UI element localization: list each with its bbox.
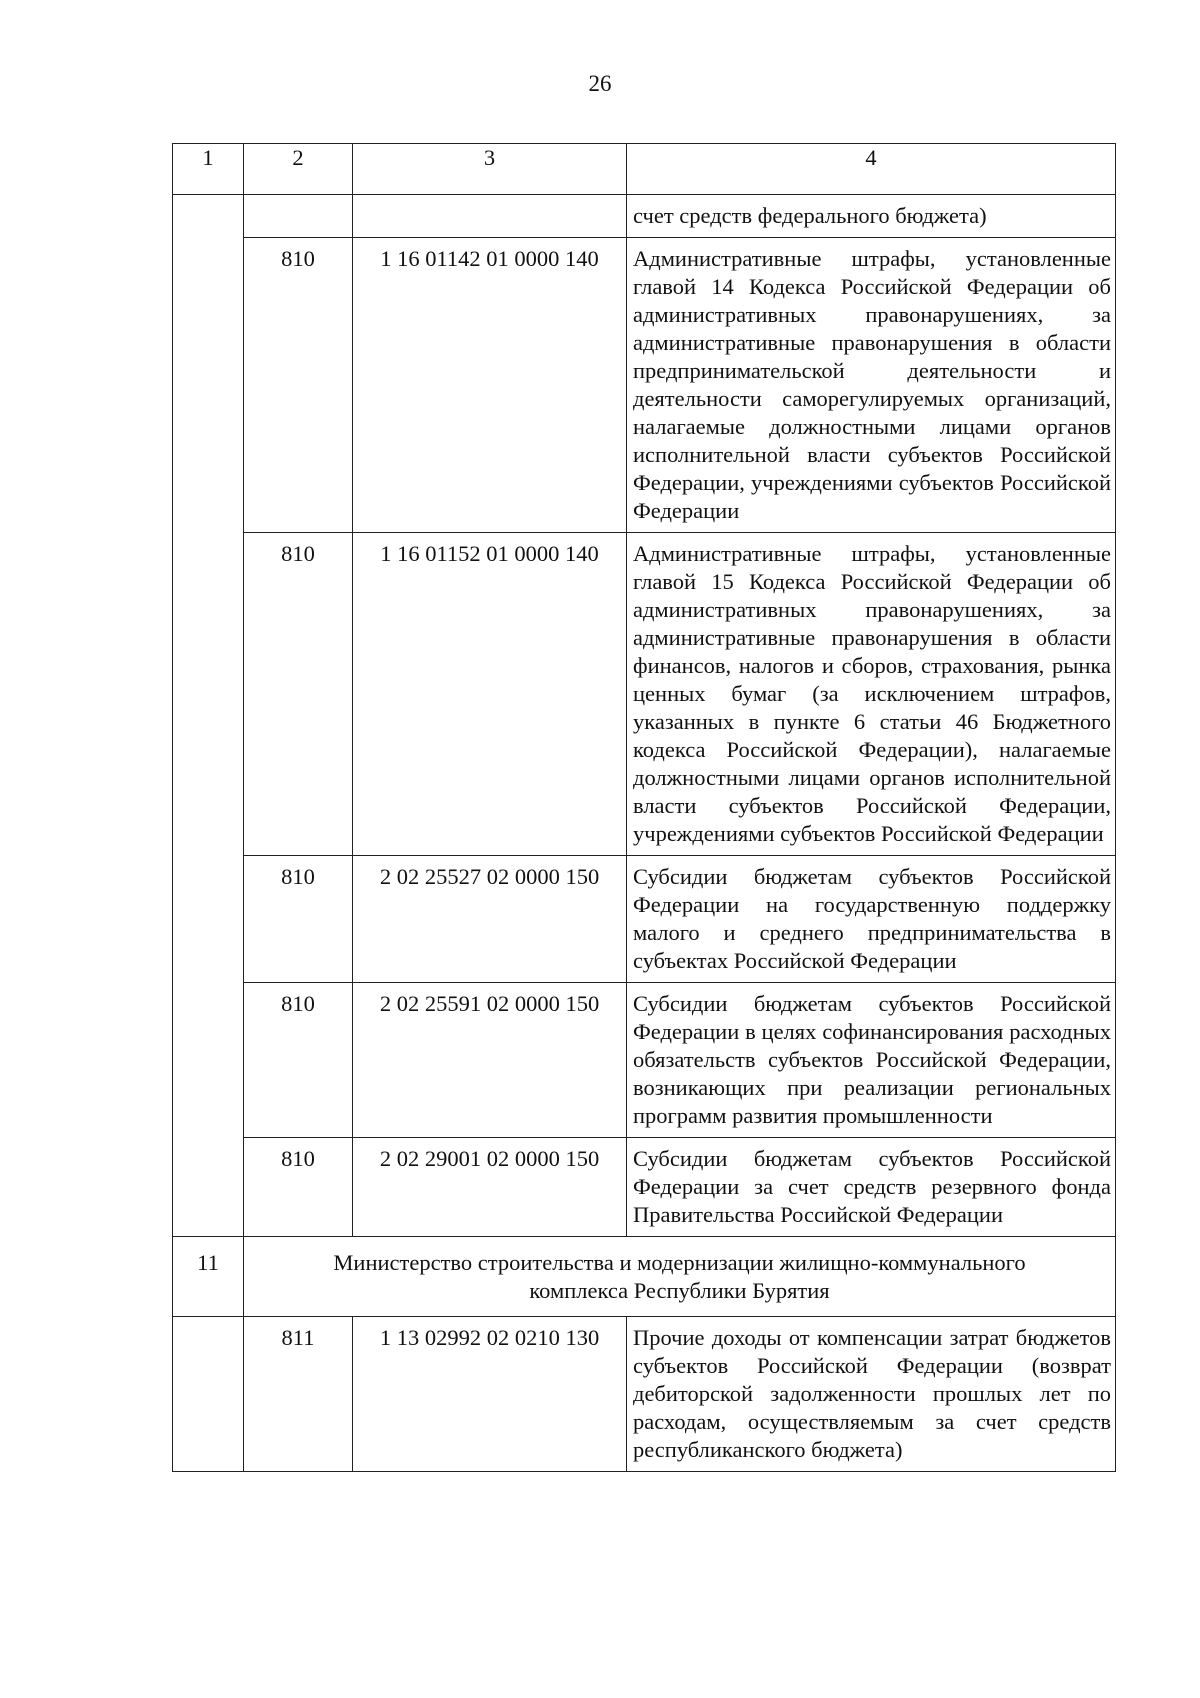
section-number: 11 xyxy=(173,1237,244,1317)
section-title-line-1: Министерство строительства и модернизации жилищно-коммунального xyxy=(333,1250,1026,1275)
revenue-description: Субсидии бюджетам субъектов Российской Федерации в целях софинансирования расходных обязательств субъектов Российской Федерации, возникающих при реализации региональных программ развития промышленности xyxy=(627,983,1116,1138)
revenue-code: 1 13 02992 02 0210 130 xyxy=(353,1317,627,1472)
revenue-code-cell-empty xyxy=(353,195,627,238)
column-header-4: 4 xyxy=(627,144,1116,195)
column-header-3: 3 xyxy=(353,144,627,195)
revenue-description: Административные штрафы, установленные главой 15 Кодекса Российской Федерации об административных правонарушениях, за административные правонарушения в области финансов, налогов и сборов, страхования, рынка ценных бумаг (за исключением штрафов, указанных в пункте 6 статьи 46 Бюджетного кодекса Российской Федерации), налагаемые должностными лицами органов исполнительной власти субъектов Российской Федерации, учреждениями субъектов Российской Федерации xyxy=(627,533,1116,856)
table-header-row xyxy=(173,144,1116,195)
table-row xyxy=(173,238,1116,533)
revenue-description: Административные штрафы, установленные главой 14 Кодекса Российской Федерации об административных правонарушениях, за административные правонарушения в области предпринимательской деятельности и деятельности саморегулируемых организаций, налагаемые должностными лицами органов исполнительной власти субъектов Российской Федерации, учреждениями субъектов Российской Федерации xyxy=(627,238,1116,533)
revenue-codes-table xyxy=(172,143,1116,1472)
continuation-description: счет средств федерального бюджета) xyxy=(627,195,1116,238)
admin-code: 811 xyxy=(244,1317,353,1472)
revenue-description: Прочие доходы от компенсации затрат бюджетов субъектов Российской Федерации (возврат дебиторской задолженности прошлых лет по расходам, осуществляемым за счет средств республиканского бюджета) xyxy=(627,1317,1116,1472)
revenue-description: Субсидии бюджетам субъектов Российской Федерации за счет средств резервного фонда Правительства Российской Федерации xyxy=(627,1138,1116,1237)
table-row xyxy=(173,1317,1116,1472)
admin-code: 810 xyxy=(244,238,353,533)
table-row xyxy=(173,983,1116,1138)
revenue-code: 2 02 25527 02 0000 150 xyxy=(353,856,627,983)
table-row xyxy=(173,1138,1116,1237)
group-number-cell-empty xyxy=(173,1317,244,1472)
admin-code: 810 xyxy=(244,1138,353,1237)
admin-code-cell-empty xyxy=(244,195,353,238)
admin-code: 810 xyxy=(244,856,353,983)
column-header-2: 2 xyxy=(244,144,353,195)
revenue-code: 1 16 01142 01 0000 140 xyxy=(353,238,627,533)
admin-code: 810 xyxy=(244,533,353,856)
group-number-cell-empty xyxy=(173,195,244,1237)
revenue-code: 2 02 25591 02 0000 150 xyxy=(353,983,627,1138)
section-title xyxy=(244,1237,1116,1317)
admin-code: 810 xyxy=(244,983,353,1138)
table-row xyxy=(173,195,1116,238)
revenue-description: Субсидии бюджетам субъектов Российской Федерации на государственную поддержку малого и среднего предпринимательства в субъектах Российской Федерации xyxy=(627,856,1116,983)
table-row xyxy=(173,856,1116,983)
table-row xyxy=(173,533,1116,856)
section-title-line-2: комплекса Республики Бурятия xyxy=(529,1278,830,1303)
column-header-1: 1 xyxy=(173,144,244,195)
revenue-code: 1 16 01152 01 0000 140 xyxy=(353,533,627,856)
section-header-row xyxy=(173,1237,1116,1317)
page-number: 26 xyxy=(588,71,612,96)
revenue-code: 2 02 29001 02 0000 150 xyxy=(353,1138,627,1237)
